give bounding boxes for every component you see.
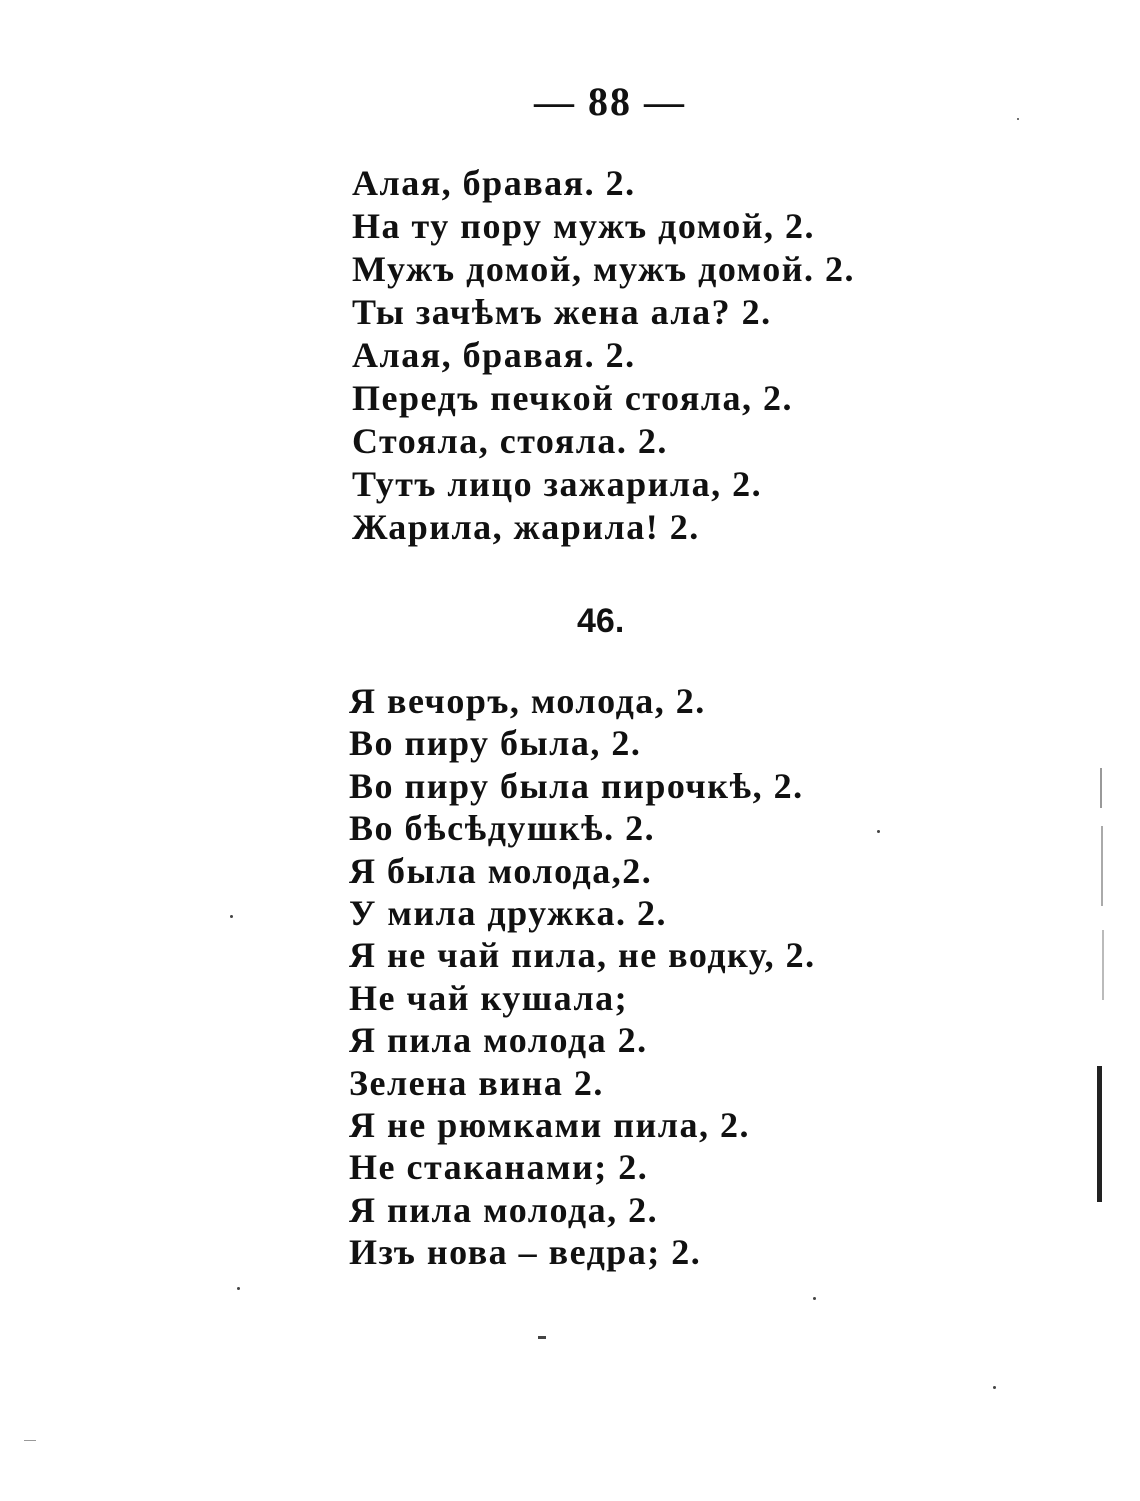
verse-line: Я не рюмками пила, 2. — [349, 1104, 750, 1145]
scan-edge-mark — [1100, 768, 1102, 808]
scan-edge-mark — [1101, 826, 1103, 906]
verse-line: Мужъ домой, мужъ домой. 2. — [352, 249, 855, 289]
scan-speck — [993, 1386, 996, 1389]
verse-line: Изъ нова – ведра; 2. — [349, 1232, 702, 1273]
verse-line: Ты зачѣмъ жена ала? 2. — [352, 292, 772, 332]
verse-line: Во пиру была пирочкѣ, 2. — [349, 765, 804, 806]
verse-line: Алая, бравая. 2. — [352, 163, 636, 203]
scan-speck — [538, 1336, 546, 1339]
scan-speck — [877, 830, 880, 833]
verse-line: Жарила, жарила! 2. — [352, 507, 700, 547]
page-number: — 88 — — [534, 79, 686, 124]
verse-line: На ту пору мужъ домой, 2. — [352, 206, 815, 246]
scan-edge-mark — [1102, 930, 1104, 1000]
scan-speck — [230, 915, 233, 918]
verse-line: Передъ печкой стояла, 2. — [352, 378, 794, 418]
verse-line: Не стаканами; 2. — [349, 1147, 649, 1188]
verse-line: Зелена вина 2. — [349, 1062, 604, 1103]
verse-line: Во бѣсѣдушкѣ. 2. — [349, 808, 656, 849]
verse-line: Не чай кушала; — [349, 977, 629, 1018]
song-number-heading: 46. — [577, 602, 625, 640]
verse-line: Я вечоръ, молода, 2. — [349, 681, 706, 721]
verse-line: У мила дружка. 2. — [349, 892, 667, 933]
verse-line: Тутъ лицо зажарила, 2. — [352, 464, 763, 504]
verse-line: Я не чай пила, не водку, 2. — [349, 935, 816, 976]
verse-line: Стояла, стояла. 2. — [352, 421, 668, 461]
scan-speck — [24, 1440, 36, 1441]
verse-line: Я пила молода, 2. — [349, 1189, 659, 1230]
verse-line: Во пиру была, 2. — [349, 723, 642, 764]
scan-edge-mark — [1097, 1066, 1102, 1202]
verse-line: Я пила молода 2. — [349, 1020, 648, 1061]
verse-line: Я была молода,2. — [349, 850, 653, 891]
stanza-continued — [352, 162, 855, 549]
scan-speck — [237, 1287, 240, 1290]
scan-speck — [1017, 118, 1019, 120]
verse-line: Алая, бравая. 2. — [352, 335, 636, 375]
scan-speck — [813, 1297, 816, 1300]
stanza-song-46 — [349, 680, 816, 1273]
